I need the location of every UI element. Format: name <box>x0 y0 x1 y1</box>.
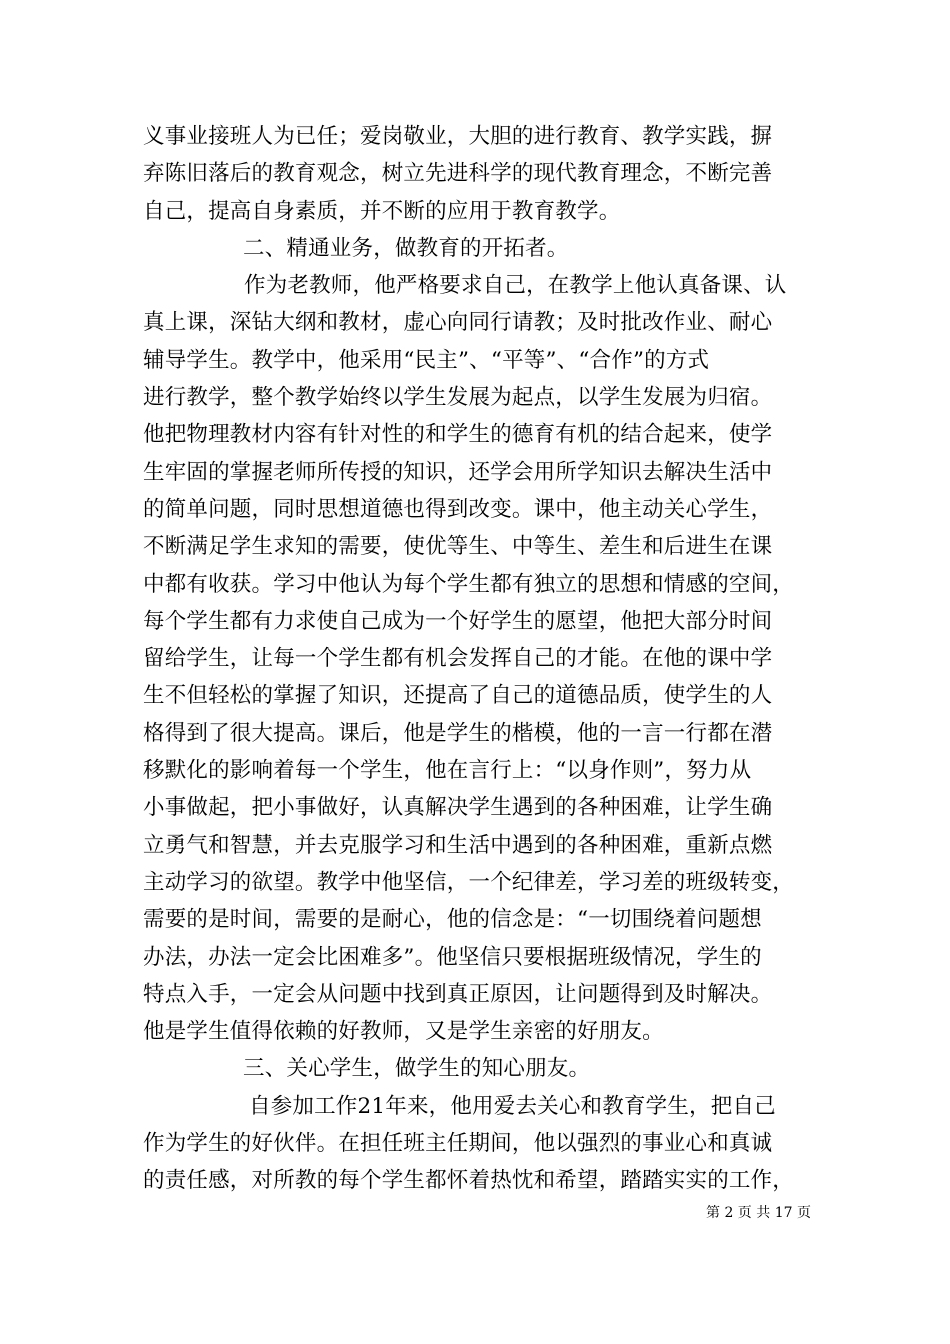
text-line: 自己，提高自身素质，并不断的应用于教育教学。 <box>143 198 621 224</box>
section-heading: 三、关心学生，做学生的知心朋友。 <box>243 1056 591 1082</box>
text-line: 不断满足学生求知的需要，使优等生、中等生、差生和后进生在课 <box>143 534 773 560</box>
text-line: 留给学生，让每一个学生都有机会发挥自己的才能。在他的课中学 <box>143 646 773 672</box>
text-line: 弃陈旧落后的教育观念，树立先进科学的现代教育理念，不断完善 <box>143 161 773 187</box>
text-line: 作为学生的好伙伴。在担任班主任期间，他以强烈的事业心和真诚 <box>143 1131 773 1157</box>
text-line: 的简单问题，同时思想道德也得到改变。课中，他主动关心学生， <box>143 496 773 522</box>
text-line: 每个学生都有力求使自己成为一个好学生的愿望，他把大部分时间 <box>143 608 773 634</box>
text-line: 需要的是时间，需要的是耐心，他的信念是：“一切围绕着问题想 <box>143 907 762 933</box>
text-line: 立勇气和智慧，并去克服学习和生活中遇到的各种困难，重新点燃 <box>143 832 773 858</box>
text-line: 辅导学生。教学中，他采用“民主”、“平等”、“合作”的方式 <box>143 347 710 373</box>
text-line: 中都有收获。学习中他认为每个学生都有独立的思想和情感的空间， <box>143 571 795 597</box>
text-line: 特点入手，一定会从问题中找到真正原因，让问题得到及时解决。 <box>143 981 773 1007</box>
text-line: 生不但轻松的掌握了知识，还提高了自己的道德品质，使学生的人 <box>143 683 773 709</box>
page-number: 第 2 页 共 17 页 <box>706 1205 811 1221</box>
text-line: 小事做起，把小事做好，认真解决学生遇到的各种困难，让学生确 <box>143 795 773 821</box>
paragraph-first-line: 作为老教师，他严格要求自己，在教学上他认真备课、认 <box>244 273 787 299</box>
text-line: 移默化的影响着每一个学生，他在言行上：“以身作则”，努力从 <box>143 758 752 784</box>
text-line: 进行教学，整个教学始终以学生发展为起点，以学生发展为归宿。 <box>143 385 773 411</box>
text-line: 生牢固的掌握老师所传授的知识，还学会用所学知识去解决生活中 <box>143 459 773 485</box>
text-line: 真上课，深钻大纲和教材，虚心向同行请教；及时批改作业、耐心 <box>143 310 773 336</box>
text-line: 格得到了很大提高。课后，他是学生的楷模，他的一言一行都在潜 <box>143 720 773 746</box>
text-line: 他把物理教材内容有针对性的和学生的德育有机的结合起来，使学 <box>143 422 773 448</box>
text-line: 他是学生值得依赖的好教师，又是学生亲密的好朋友。 <box>143 1019 664 1045</box>
text-line: 的责任感，对所教的每个学生都怀着热忱和希望，踏踏实实的工作， <box>143 1168 795 1194</box>
text-line: 主动学习的欲望。教学中他坚信，一个纪律差，学习差的班级转变， <box>143 869 795 895</box>
text-line: 办法，办法一定会比困难多”。他坚信只要根据班级情况，学生的 <box>143 944 762 970</box>
section-heading: 二、精通业务，做教育的开拓者。 <box>243 235 569 261</box>
text-line: 义事业接班人为已任；爱岗敬业，大胆的进行教育、教学实践，摒 <box>143 124 773 149</box>
document-body <box>143 118 823 1200</box>
paragraph-first-line: 自参加工作21年来，他用爱去关心和教育学生，把自己 <box>249 1093 776 1119</box>
